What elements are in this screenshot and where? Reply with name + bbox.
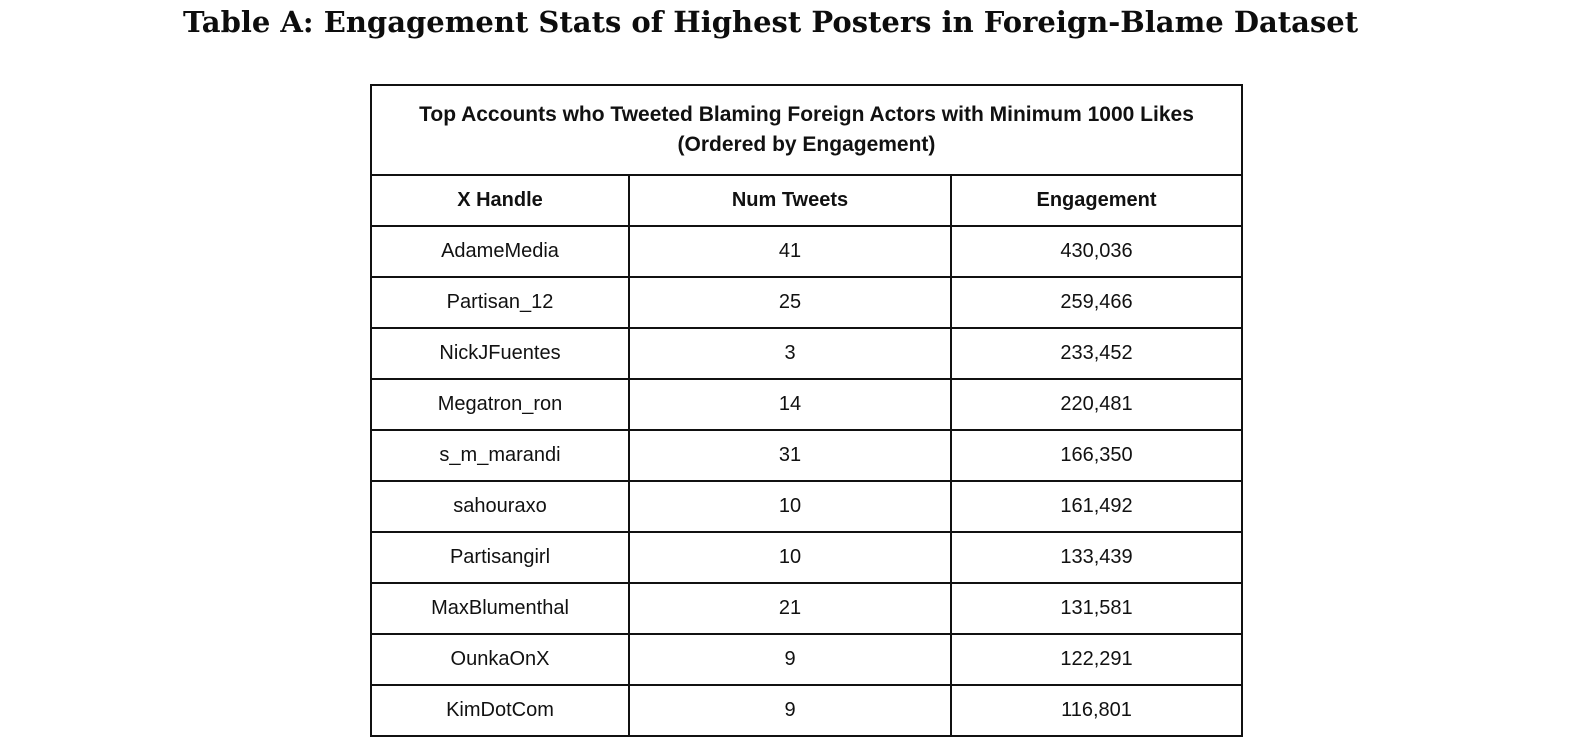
table-row <box>371 277 1242 328</box>
cell-num-tweets: 25 <box>629 277 951 328</box>
cell-num-tweets: 10 <box>629 532 951 583</box>
cell-engagement: 122,291 <box>951 634 1242 685</box>
cell-engagement: 161,492 <box>951 481 1242 532</box>
cell-num-tweets: 3 <box>629 328 951 379</box>
cell-engagement: 166,350 <box>951 430 1242 481</box>
table-row <box>371 226 1242 277</box>
engagement-table <box>370 84 1243 737</box>
cell-num-tweets: 31 <box>629 430 951 481</box>
document-title: Table A: Engagement Stats of Highest Posters in Foreign-Blame Dataset <box>183 5 1359 39</box>
cell-handle: sahouraxo <box>371 481 629 532</box>
cell-handle: KimDotCom <box>371 685 629 736</box>
table-row <box>371 532 1242 583</box>
cell-handle: AdameMedia <box>371 226 629 277</box>
table-row <box>371 430 1242 481</box>
table-caption <box>371 85 1242 175</box>
cell-engagement: 233,452 <box>951 328 1242 379</box>
cell-num-tweets: 41 <box>629 226 951 277</box>
table-row <box>371 634 1242 685</box>
cell-handle: Partisangirl <box>371 532 629 583</box>
cell-num-tweets: 21 <box>629 583 951 634</box>
cell-engagement: 430,036 <box>951 226 1242 277</box>
column-header-num-tweets: Num Tweets <box>629 175 951 226</box>
table-row <box>371 481 1242 532</box>
table-row <box>371 583 1242 634</box>
column-header-handle: X Handle <box>371 175 629 226</box>
table-header-row <box>371 175 1242 226</box>
cell-num-tweets: 14 <box>629 379 951 430</box>
column-header-engagement: Engagement <box>951 175 1242 226</box>
cell-handle: NickJFuentes <box>371 328 629 379</box>
cell-num-tweets: 9 <box>629 634 951 685</box>
table-row <box>371 328 1242 379</box>
table-row <box>371 685 1242 736</box>
cell-engagement: 131,581 <box>951 583 1242 634</box>
table-caption-line2: (Ordered by Engagement) <box>677 133 936 156</box>
cell-engagement: 259,466 <box>951 277 1242 328</box>
cell-engagement: 220,481 <box>951 379 1242 430</box>
table-caption-line1: Top Accounts who Tweeted Blaming Foreign Actors with Minimum 1000 Likes <box>419 103 1194 126</box>
cell-handle: MaxBlumenthal <box>371 583 629 634</box>
cell-handle: s_m_marandi <box>371 430 629 481</box>
table-caption-row <box>371 85 1242 175</box>
cell-num-tweets: 10 <box>629 481 951 532</box>
cell-engagement: 116,801 <box>951 685 1242 736</box>
engagement-table-container <box>370 84 1241 737</box>
cell-handle: Partisan_12 <box>371 277 629 328</box>
cell-handle: Megatron_ron <box>371 379 629 430</box>
cell-engagement: 133,439 <box>951 532 1242 583</box>
table-row <box>371 379 1242 430</box>
cell-handle: OunkaOnX <box>371 634 629 685</box>
cell-num-tweets: 9 <box>629 685 951 736</box>
